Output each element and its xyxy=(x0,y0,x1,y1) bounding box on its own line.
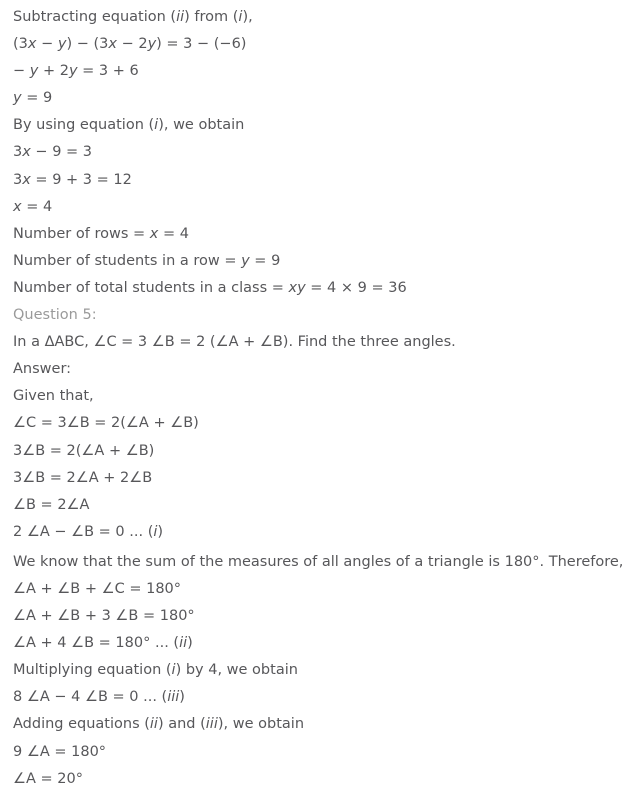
text-segment: 3∠B = 2(∠A + ∠B) xyxy=(13,442,155,459)
question-5-text xyxy=(13,329,630,356)
eq-simplified xyxy=(13,58,630,85)
text-segment: ∠A = 20° xyxy=(13,770,83,787)
text-segment: Given that, xyxy=(13,388,94,405)
eq-subtraction xyxy=(13,31,630,58)
text-segment: = 4 × 9 = 36 xyxy=(305,279,407,296)
italic-text-segment: y xyxy=(241,252,250,269)
text-segment: = 3 + 6 xyxy=(77,63,139,80)
eq-angle-sum-substituted xyxy=(13,603,630,630)
italic-text-segment: y xyxy=(13,90,22,107)
text-segment: ) xyxy=(179,689,185,706)
text-segment: ∠C = 3∠B = 2(∠A + ∠B) xyxy=(13,415,199,432)
eq-angle-sum xyxy=(13,576,630,603)
solution-lines xyxy=(13,4,630,793)
result-total-students xyxy=(13,275,630,302)
text-segment: ), xyxy=(242,9,253,25)
text-segment: 2 ∠A − ∠B = 0 ... ( xyxy=(13,523,154,540)
answer-label xyxy=(13,356,630,383)
italic-text-segment: x xyxy=(13,198,22,215)
text-segment: ∠B = 2∠A xyxy=(13,496,90,513)
italic-text-segment: i xyxy=(153,523,158,540)
eq-angle-c-given xyxy=(13,410,630,437)
text-segment: In a ΔABC, ∠C = 3 ∠B = 2 (∠A + ∠B). Find the three angles. xyxy=(13,334,456,351)
text-segment: Subtracting equation ( xyxy=(13,9,177,25)
italic-text-segment: x xyxy=(149,225,159,242)
text-segment: ∠A + ∠B + ∠C = 180° xyxy=(13,580,182,597)
italic-text-segment: x xyxy=(22,171,31,188)
text-segment: Question 5: xyxy=(13,307,97,324)
text-segment: ) − (3 xyxy=(66,36,109,53)
text-segment: = 9 xyxy=(249,252,281,269)
eq-3x-minus-9 xyxy=(13,139,630,166)
eq-y-value xyxy=(13,85,630,112)
eq-3b-expanded xyxy=(13,465,630,492)
eq-9a-equals-180 xyxy=(13,739,630,766)
text-segment: 3 xyxy=(13,144,23,161)
text-segment: − 9 = 3 xyxy=(30,144,93,161)
italic-text-segment: iii xyxy=(167,689,180,706)
text-segment: 8 ∠A − 4 ∠B = 0 ... ( xyxy=(13,689,168,706)
italic-text-segment: x xyxy=(22,144,31,161)
result-students-in-row xyxy=(13,248,630,275)
text-segment: We know that the sum of the measures of all angles of a triangle is 180°. Therefore, xyxy=(13,553,624,570)
step-subtract-intro xyxy=(13,4,630,31)
text-segment: 9 ∠A = 180° xyxy=(13,743,107,760)
eq-b-equals-2a xyxy=(13,492,630,519)
text-segment: − xyxy=(13,63,30,80)
eq-i xyxy=(13,519,630,546)
italic-text-segment: iii xyxy=(205,716,218,733)
text-segment: Number of total students in a class = xyxy=(13,279,289,296)
italic-text-segment: y xyxy=(29,63,39,80)
text-segment: By using equation ( xyxy=(13,117,155,134)
eq-iii xyxy=(13,684,630,711)
triangle-angle-sum-statement xyxy=(13,549,630,576)
text-segment: ) = 3 − (−6) xyxy=(156,36,247,53)
eq-x-value xyxy=(13,194,630,221)
step-substitute-intro xyxy=(13,112,630,139)
text-segment: Number of rows = xyxy=(13,225,150,242)
italic-text-segment: i xyxy=(238,9,243,25)
text-segment: ∠A + ∠B + 3 ∠B = 180° xyxy=(13,608,195,625)
text-segment: ) and ( xyxy=(157,716,206,733)
italic-text-segment: i xyxy=(171,662,176,679)
italic-text-segment: x xyxy=(108,36,117,53)
italic-text-segment: x xyxy=(27,36,37,53)
text-segment: = 4 xyxy=(21,198,53,215)
text-segment: − xyxy=(36,36,58,53)
text-segment: ) xyxy=(157,523,164,540)
eq-3x-value xyxy=(13,167,630,194)
eq-3b-equals-2ab xyxy=(13,438,630,465)
eq-ii xyxy=(13,630,630,657)
text-segment: + 2 xyxy=(38,63,69,80)
italic-text-segment: ii xyxy=(179,635,188,652)
text-segment: ) xyxy=(187,635,193,652)
text-segment: 3∠B = 2∠A + 2∠B xyxy=(13,469,153,486)
text-segment: = 9 xyxy=(21,90,53,107)
italic-text-segment: ii xyxy=(176,9,185,25)
italic-text-segment: i xyxy=(154,117,159,134)
italic-text-segment: y xyxy=(68,63,78,80)
italic-text-segment: y xyxy=(147,36,157,53)
text-segment: = 4 xyxy=(158,225,189,242)
text-segment: ) from ( xyxy=(184,9,239,25)
eq-a-equals-20 xyxy=(13,766,630,793)
text-segment: 3 xyxy=(13,171,23,188)
given-that-label xyxy=(13,383,630,410)
step-multiply-intro xyxy=(13,657,630,684)
text-segment: = 9 + 3 = 12 xyxy=(30,171,132,188)
text-segment: ), we obtain xyxy=(217,716,305,733)
text-segment: Number of students in a row = xyxy=(13,252,242,269)
italic-text-segment: xy xyxy=(288,279,306,296)
text-segment: (3 xyxy=(13,36,28,53)
text-segment: ∠A + 4 ∠B = 180° ... ( xyxy=(13,635,180,652)
italic-text-segment: y xyxy=(57,36,67,53)
text-segment: ), we obtain xyxy=(158,117,245,134)
italic-text-segment: ii xyxy=(149,716,158,733)
text-segment: Answer: xyxy=(13,361,72,378)
text-segment: Adding equations ( xyxy=(13,716,150,733)
text-segment: Multiplying equation ( xyxy=(13,662,172,679)
text-segment: − 2 xyxy=(116,36,148,53)
step-adding-intro xyxy=(13,711,630,738)
question-5-heading xyxy=(13,302,630,329)
text-segment: ) by 4, we obtain xyxy=(175,662,298,679)
result-number-of-rows xyxy=(13,221,630,248)
